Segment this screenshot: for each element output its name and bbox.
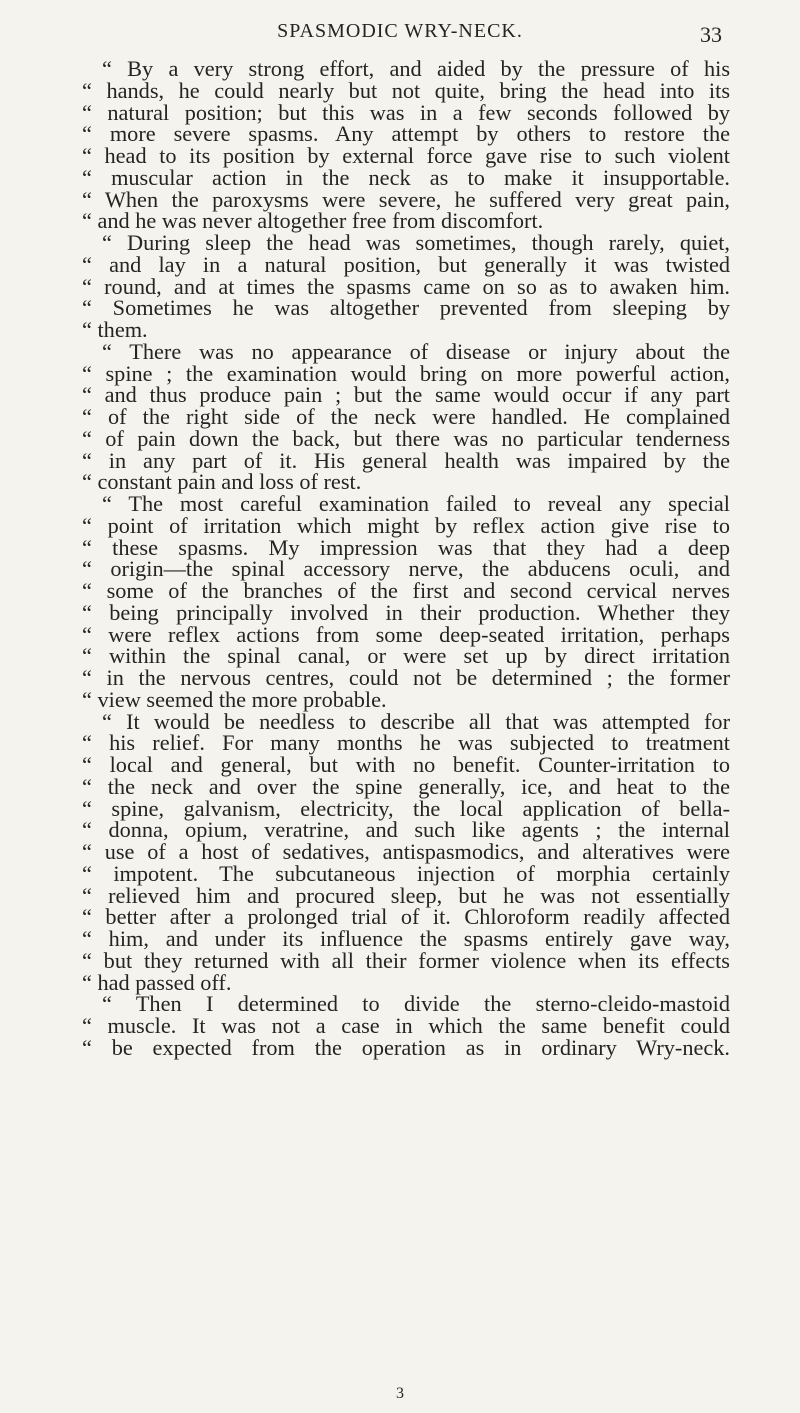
- text-line: “ natural position; but this was in a few seconds followed by: [82, 99, 730, 125]
- text-line: “ some of the branches of the first and second cervical nerves: [82, 578, 730, 603]
- text-line: “ constant pain and loss of rest.: [82, 469, 362, 495]
- text-line: “ and thus produce pain ; but the same would occur if any part: [82, 382, 730, 408]
- text-line: “ spine, galvanism, electricity, the local application of bella-: [82, 795, 730, 821]
- text-line: “ them.: [82, 317, 148, 342]
- text-line: “ hands, he could nearly but not quite, bring the head into its: [82, 77, 730, 103]
- text-line: “ muscular action in the neck as to make it insupportable.: [82, 164, 730, 190]
- text-line: “ him, and under its influence the spasms entirely gave way,: [82, 926, 730, 951]
- text-line: “ his relief. For many months he was subjected to treatment: [82, 730, 730, 756]
- text-line: “ When the paroxysms were severe, he suffered very great pain,: [82, 186, 730, 212]
- text-line: “ in any part of it. His general health was impaired by the: [82, 447, 730, 473]
- text-line: “ Then I determined to divide the sterno-cleido-mastoid: [102, 991, 730, 1017]
- text-line: “ view seemed the more probable.: [82, 686, 387, 712]
- text-line: “ be expected from the operation as in ordinary Wry-neck.: [82, 1034, 730, 1060]
- text-line: “ use of a host of sedatives, antispasmodics, and alteratives were: [82, 839, 730, 864]
- page-number: 33: [700, 22, 722, 47]
- text-line: “ local and general, but with no benefit. Counter-irritation to: [82, 752, 730, 777]
- text-line: “ impotent. The subcutaneous injection of morphia certainly: [82, 860, 730, 886]
- text-line: “ It would be needless to describe all that was attempted for: [102, 708, 730, 734]
- text-line: “ of the right side of the neck were handled. He complained: [82, 404, 730, 429]
- text-line: “ The most careful examination failed to reveal any special: [102, 491, 730, 516]
- text-line: “ better after a prolonged trial of it. Chloroform readily affected: [82, 904, 730, 930]
- text-line: “ relieved him and procured sleep, but he was not essentially: [82, 882, 730, 908]
- text-line: “ the neck and over the spine generally, ice, and heat to the: [82, 773, 730, 799]
- signature-mark: 3: [396, 1385, 404, 1402]
- text-line: “ muscle. It was not a case in which the same benefit could: [82, 1013, 730, 1038]
- text-line: “ within the spinal canal, or were set up by direct irritation: [82, 643, 730, 669]
- page-header: [0, 20, 800, 50]
- text-line: “ point of irritation which might by reflex action give rise to: [82, 512, 730, 538]
- text-line: “ donna, opium, veratrine, and such like agents ; the internal: [82, 817, 730, 843]
- text-line: “ By a very strong effort, and aided by the pressure of his: [102, 56, 730, 81]
- running-title: SPASMODIC WRY-NECK.: [277, 20, 523, 42]
- text-line: “ Sometimes he was altogether prevented from sleeping by: [82, 295, 730, 321]
- text-line: “ had passed off.: [82, 969, 232, 995]
- text-line: “ and lay in a natural position, but generally it was twisted: [82, 251, 730, 277]
- text-line: “ There was no appearance of disease or injury about the: [102, 338, 730, 364]
- text-line: “ head to its position by external force gave rise to such violent: [82, 143, 730, 168]
- body-text: [82, 58, 730, 1059]
- text-line: “ being principally involved in their production. Whether they: [82, 599, 730, 625]
- text-line: “ spine ; the examination would bring on more powerful action,: [82, 360, 730, 386]
- text-line: “ these spasms. My impression was that they had a deep: [82, 534, 730, 560]
- text-line: “ and he was never altogether free from discomfort.: [82, 208, 544, 234]
- text-line: “ were reflex actions from some deep-seated irritation, perhaps: [82, 621, 730, 647]
- text-line: “ more severe spasms. Any attempt by others to restore the: [82, 121, 730, 147]
- text-line: “ in the nervous centres, could not be determined ; the former: [82, 665, 730, 690]
- text-line: “ During sleep the head was sometimes, though rarely, quiet,: [102, 230, 730, 255]
- text-line: “ origin—the spinal accessory nerve, the abducens oculi, and: [82, 556, 730, 582]
- text-line: “ round, and at times the spasms came on so as to awaken him.: [82, 273, 730, 299]
- text-line: “ but they returned with all their former violence when its effects: [82, 947, 730, 973]
- text-line: “ of pain down the back, but there was no particular tenderness: [82, 425, 730, 451]
